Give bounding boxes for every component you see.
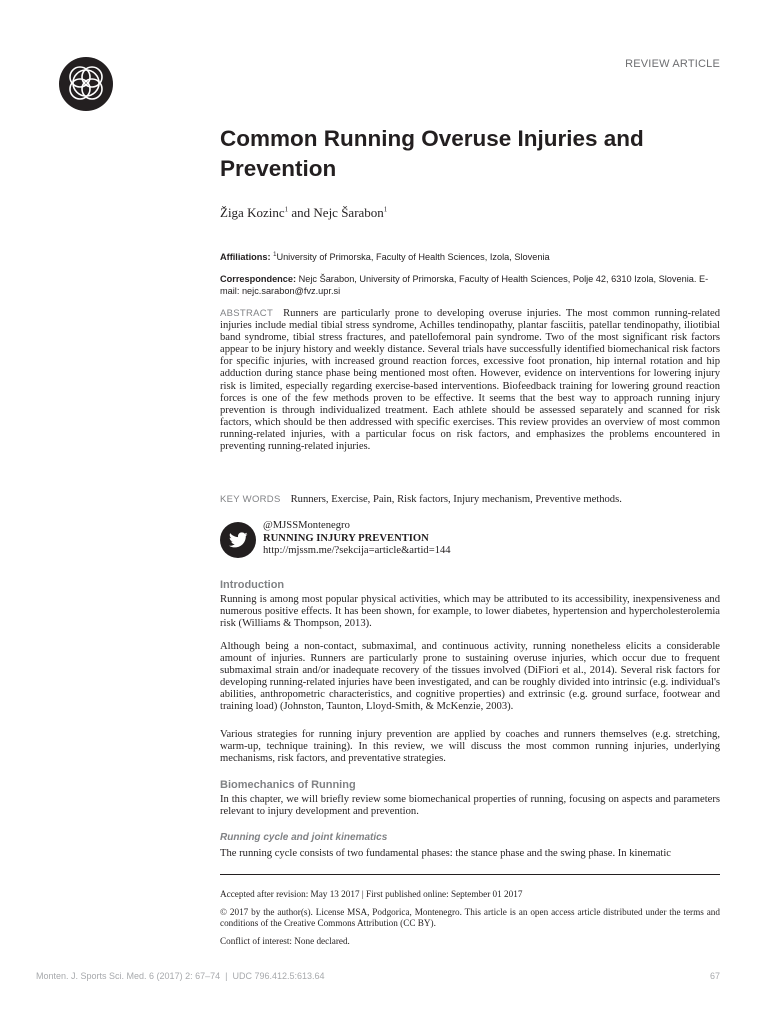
author-conjunction: and — [288, 205, 314, 220]
body-paragraph: The running cycle consists of two fundamental phases: the stance phase and the swing phase. In kinematic — [220, 848, 671, 859]
article-link[interactable]: http://mjssm.me/?sekcija=article&artid=144 — [263, 545, 451, 556]
twitter-handle[interactable]: @MJSSMontenegro — [263, 520, 350, 531]
author-list — [220, 205, 387, 221]
correspondence-text: Nejc Šarabon, University of Primorska, Faculty of Health Sciences, Polje 42, 6310 Izola, Slovenia. E-mail: nejc.sarabon@fvz.upr.si — [220, 274, 709, 296]
body-paragraph: Running is among most popular physical activities, which may be attributed to its accessibility, inexpensiveness and numerous positive effects. It has been shown, for example, to lower diabetes, hypertension and hypercholesterolemia risk (Williams & Thompson, 2013). — [220, 594, 720, 630]
conflict-of-interest: Conflict of interest: None declared. — [220, 936, 350, 946]
article-type-label: REVIEW ARTICLE — [625, 58, 720, 70]
affiliations-label: Affiliations: — [220, 252, 271, 263]
body-paragraph: Various strategies for running injury prevention are applied by coaches and runners themselves (e.g. stretching, warm-up, technique training). In this review, we will discuss the most common running injuries, underlying mechanisms, risk factors, and preventative strategies. — [220, 729, 720, 765]
journal-reference: Monten. J. Sports Sci. Med. 6 (2017) 2: 67–74 | UDC 796.412.5:613.64 — [36, 971, 325, 981]
twitter-bird-icon — [220, 522, 256, 558]
body-paragraph: In this chapter, we will briefly review some biomechanical properties of running, focusing on aspects and parameters relevant to injury development and prevention. — [220, 794, 720, 818]
abstract — [220, 308, 720, 453]
keywords-text: Runners, Exercise, Pain, Risk factors, Injury mechanism, Preventive methods. — [290, 494, 622, 505]
keywords — [220, 493, 622, 506]
affiliations — [220, 249, 720, 263]
license-notice: © 2017 by the author(s). License MSA, Podgorica, Montenegro. This article is an open access article distributed under the terms and conditions of the Creative Commons Attribution (CC BY). — [220, 907, 720, 928]
affiliation-mark: 1 — [273, 252, 277, 258]
section-heading-biomechanics: Biomechanics of Running — [220, 779, 356, 791]
abstract-label: ABSTRACT — [220, 308, 274, 319]
correspondence — [220, 273, 720, 297]
publication-dates: Accepted after revision: May 13 2017 | First published online: September 01 2017 — [220, 889, 523, 899]
author-affiliation-mark: 1 — [383, 205, 388, 214]
abstract-text: Runners are particularly prone to developing overuse injuries. The most common running-related injuries include medial tibial stress syndrome, Achilles tendinopathy, plantar fasciitis, patellar tendinopathy, iliotibial band syndrome, tibial stress fractures, and patellofemoral pain syndrome. Two of the most significant risk factors appear to be injury history and weekly distance. Several trials have successfully identified biomechanical risk factors for specific injuries, with increased ground reaction forces, excessive foot pronation, hip internal rotation and hip adduction during stance phase being mentioned most often. However, evidence on interventions for lowering injury risk is limited, especially regarding exercise-based interventions. Biofeedback training for lowering ground reaction forces is one of the few methods proven to be effective. It seems that the best way to approach running injury prevention is through individualized treatment. Each athlete should be assessed separately and scanned for risk factors, which should be then addressed with specific exercises. This review provides an overview of most common running-related injuries, with a particular focus on risk factors, and emphasizes the problems encountered in preventing running-related injuries. — [220, 308, 720, 453]
keywords-label: KEY WORDS — [220, 494, 281, 505]
section-heading-introduction: Introduction — [220, 579, 285, 591]
affiliations-text: University of Primorska, Faculty of Health Sciences, Izola, Slovenia — [276, 252, 550, 263]
author-name: Žiga Kozinc — [220, 205, 285, 220]
journal-logo-icon — [58, 56, 114, 112]
article-title: Common Running Overuse Injuries and Prevention — [220, 126, 644, 181]
running-title: RUNNING INJURY PREVENTION — [263, 532, 429, 544]
twitter-block — [263, 520, 451, 558]
footnote-divider — [220, 874, 720, 875]
author-name: Nejc Šarabon — [313, 205, 384, 220]
correspondence-label: Correspondence: — [220, 274, 297, 284]
subsection-heading-running-cycle: Running cycle and joint kinematics — [220, 832, 388, 843]
body-paragraph: Although being a non-contact, submaximal, and continuous activity, running nonetheless elicits a considerable amount of injuries. Runners are particularly prone to sustaining overuse injuries, which occur due to frequent submaximal strain and/or inadequate recovery of the tissues involved (DiFiori et al., 2014). Several risk factors for developing running-related injuries have been investigated, and can be roughly divided into intrinsic (e.g. individual's abilities, anthropometric characteristics, and cognitive properties) and extrinsic (e.g. ground surface, footwear and training load) (Johnston, Taunton, Lloyd-Smith, & McKenzie, 2003). — [220, 641, 720, 713]
page-number: 67 — [709, 971, 720, 981]
author-affiliation-mark: 1 — [284, 205, 289, 214]
